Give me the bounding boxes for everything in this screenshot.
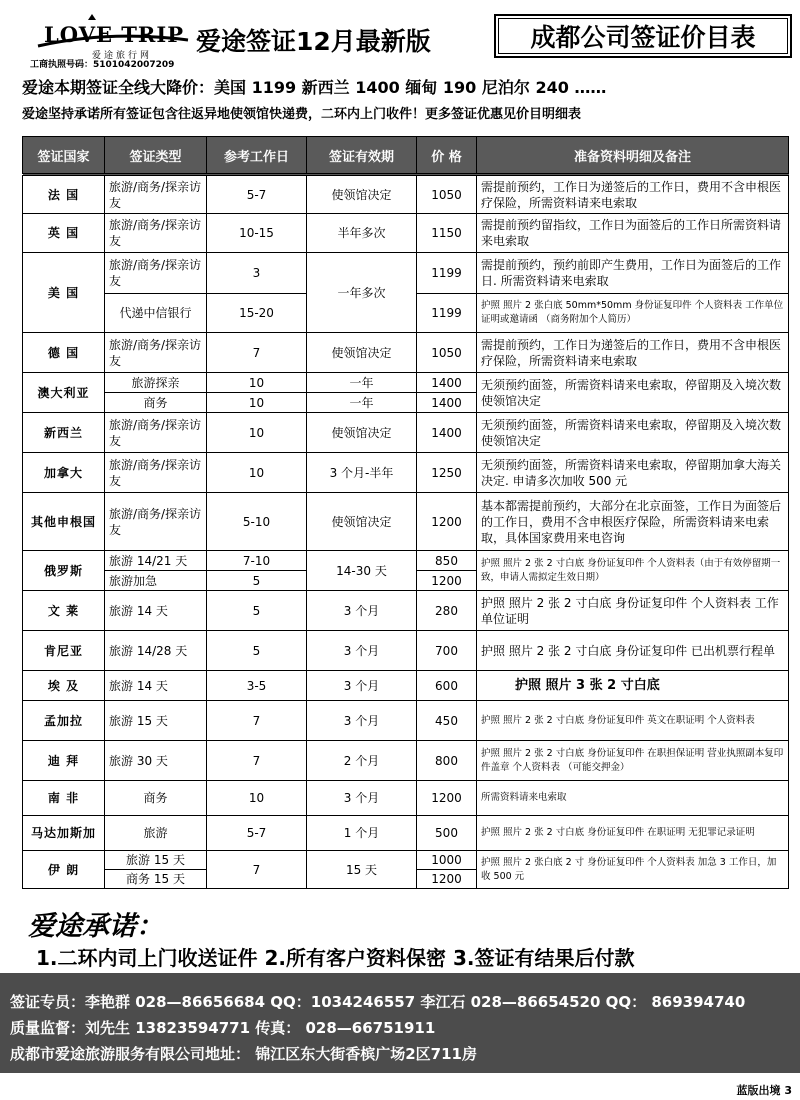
price-cell: 1200 xyxy=(417,571,477,591)
days-cell: 7 xyxy=(207,851,307,889)
price-cell: 1199 xyxy=(417,294,477,333)
table-row xyxy=(23,741,789,781)
type-cell: 旅游 15 天 xyxy=(105,851,207,870)
promise-title: 爱途承诺： xyxy=(28,911,163,942)
days-cell: 10 xyxy=(207,373,307,393)
type-cell: 旅游 14 天 xyxy=(105,671,207,701)
validity-cell: 使领馆决定 xyxy=(307,175,417,214)
country-cell: 德 国 xyxy=(23,333,105,373)
days-cell: 10 xyxy=(207,453,307,493)
logo-subtitle: 爱途旅行网 xyxy=(92,51,153,61)
table-row xyxy=(23,214,789,253)
country-cell: 新西兰 xyxy=(23,413,105,453)
table-row xyxy=(23,781,789,816)
notes-cell: 护照 照片 2 张 2 寸白底 身份证复印件 个人资料表 工作单位证明 xyxy=(477,591,789,631)
page-title: 爱途签证12月最新版 xyxy=(196,27,431,56)
promise-items: 1.二环内司上门收送证件 2.所有客户资料保密 3.签证有结果后付款 xyxy=(36,946,635,970)
price-cell: 450 xyxy=(417,701,477,741)
days-cell: 10 xyxy=(207,781,307,816)
validity-cell: 使领馆决定 xyxy=(307,493,417,551)
notes-cell: 护照 照片 2 张白底 2 寸 身份证复印件 个人资料表 加急 3 工作日，加收 500 元 xyxy=(477,851,789,889)
header-price: 价 格 xyxy=(417,137,477,175)
days-cell: 5 xyxy=(207,591,307,631)
country-cell: 美 国 xyxy=(23,253,105,333)
validity-cell: 3 个月 xyxy=(307,701,417,741)
validity-cell: 3 个月 xyxy=(307,671,417,701)
notes-cell: 所需资料请来电索取 xyxy=(477,781,789,816)
price-cell: 800 xyxy=(417,741,477,781)
days-cell: 5 xyxy=(207,571,307,591)
days-cell: 10 xyxy=(207,413,307,453)
type-cell: 旅游/商务/探亲访友 xyxy=(105,413,207,453)
validity-cell: 一年 xyxy=(307,393,417,413)
type-cell: 旅游 xyxy=(105,816,207,851)
price-cell: 1200 xyxy=(417,870,477,889)
header-work-days: 参考工作日 xyxy=(207,137,307,175)
country-cell: 南 非 xyxy=(23,781,105,816)
table-row xyxy=(23,373,789,393)
table-row xyxy=(23,551,789,571)
price-cell: 600 xyxy=(417,671,477,701)
days-cell: 15-20 xyxy=(207,294,307,333)
days-cell: 5-7 xyxy=(207,816,307,851)
price-cell: 1400 xyxy=(417,413,477,453)
table-row xyxy=(23,671,789,701)
price-cell: 1200 xyxy=(417,493,477,551)
validity-cell: 一年 xyxy=(307,373,417,393)
country-cell: 文 莱 xyxy=(23,591,105,631)
country-cell: 迪 拜 xyxy=(23,741,105,781)
country-cell: 孟加拉 xyxy=(23,701,105,741)
type-cell: 商务 xyxy=(105,393,207,413)
notes-cell: 护照 照片 2 张白底 50mm*50mm 身份证复印件 个人资料表 工作单位证明或邀请函 （商务附加个人简历） xyxy=(477,294,789,333)
type-cell: 旅游/商务/探亲访友 xyxy=(105,493,207,551)
validity-cell: 3 个月-半年 xyxy=(307,453,417,493)
price-cell: 280 xyxy=(417,591,477,631)
country-cell: 法 国 xyxy=(23,175,105,214)
days-cell: 7 xyxy=(207,701,307,741)
days-cell: 7-10 xyxy=(207,551,307,571)
notes-cell: 无须预约面签，所需资料请来电索取，停留期加拿大海关决定. 申请多次加收 500 元 xyxy=(477,453,789,493)
notes-cell: 需提前预约留指纹，工作日为面签后的工作日所需资料请来电索取 xyxy=(477,214,789,253)
logo-brand: LOVE TRIP xyxy=(44,22,184,47)
notes-cell: 需提前预约，预约前即产生费用，工作日为面签后的工作日. 所需资料请来电索取 xyxy=(477,253,789,294)
license-number: 工商执照号码：5101042007209 xyxy=(30,60,175,70)
type-cell: 旅游 14/21 天 xyxy=(105,551,207,571)
days-cell: 7 xyxy=(207,741,307,781)
country-cell: 肯尼亚 xyxy=(23,631,105,671)
notes-cell: 护照 照片 2 张 2 寸白底 身份证复印件 在职证明 无犯罪记录证明 xyxy=(477,816,789,851)
days-cell: 5-10 xyxy=(207,493,307,551)
notes-cell: 护照 照片 2 张 2 寸白底 身份证复印件 已出机票行程单 xyxy=(477,631,789,671)
type-cell: 旅游探亲 xyxy=(105,373,207,393)
table-row xyxy=(23,631,789,671)
table-row xyxy=(23,591,789,631)
validity-cell: 3 个月 xyxy=(307,631,417,671)
promo-line: 爱途本期签证全线大降价：美国 1199 新西兰 1400 缅甸 190 尼泊尔 240 …… xyxy=(22,78,607,97)
notes-cell: 基本都需提前预约，大部分在北京面签，工作日为面签后的工作日，费用不含申根医疗保险，所需资料请来电索取，具体国家费用来电咨询 xyxy=(477,493,789,551)
price-cell: 700 xyxy=(417,631,477,671)
notes-cell: 需提前预约，工作日为递签后的工作日，费用不含申根医疗保险，所需资料请来电索取 xyxy=(477,175,789,214)
header-country: 签证国家 xyxy=(23,137,105,175)
notes-cell: 护照 照片 3 张 2 寸白底 xyxy=(477,671,789,701)
type-cell: 旅游 15 天 xyxy=(105,701,207,741)
service-promise-line: 爱途坚持承诺所有签证包含往返异地使领馆快递费，二环内上门收件！更多签证优惠见价目明细表 xyxy=(22,107,582,122)
validity-cell: 15 天 xyxy=(307,851,417,889)
type-cell: 代递中信银行 xyxy=(105,294,207,333)
days-cell: 3-5 xyxy=(207,671,307,701)
validity-cell: 使领馆决定 xyxy=(307,413,417,453)
country-cell: 俄罗斯 xyxy=(23,551,105,591)
price-cell: 1050 xyxy=(417,333,477,373)
days-cell: 5 xyxy=(207,631,307,671)
country-cell: 英 国 xyxy=(23,214,105,253)
price-cell: 1250 xyxy=(417,453,477,493)
validity-cell: 一年多次 xyxy=(307,253,417,333)
table-row xyxy=(23,816,789,851)
notes-cell: 无须预约面签，所需资料请来电索取，停留期及入境次数使领馆决定 xyxy=(477,413,789,453)
notes-cell: 无须预约面签，所需资料请来电索取，停留期及入境次数使领馆决定 xyxy=(477,373,789,413)
visa-price-table xyxy=(22,136,789,889)
type-cell: 旅游/商务/探亲访友 xyxy=(105,333,207,373)
header-visa-type: 签证类型 xyxy=(105,137,207,175)
notes-cell: 需提前预约，工作日为递签后的工作日，费用不含申根医疗保险，所需资料请来电索取 xyxy=(477,333,789,373)
table-row xyxy=(23,493,789,551)
validity-cell: 使领馆决定 xyxy=(307,333,417,373)
price-cell: 1050 xyxy=(417,175,477,214)
header-validity: 签证有效期 xyxy=(307,137,417,175)
notes-cell: 护照 照片 2 张 2 寸白底 身份证复印件 在职担保证明 营业执照副本复印件盖章 个人资料表 （可能交押金） xyxy=(477,741,789,781)
header-notes: 准备资料明细及备注 xyxy=(477,137,789,175)
type-cell: 旅游 30 天 xyxy=(105,741,207,781)
type-cell: 旅游/商务/探亲访友 xyxy=(105,214,207,253)
price-cell: 500 xyxy=(417,816,477,851)
type-cell: 旅游/商务/探亲访友 xyxy=(105,175,207,214)
validity-cell: 2 个月 xyxy=(307,741,417,781)
days-cell: 7 xyxy=(207,333,307,373)
price-cell: 850 xyxy=(417,551,477,571)
table-row xyxy=(23,453,789,493)
type-cell: 商务 15 天 xyxy=(105,870,207,889)
country-cell: 马达加斯加 xyxy=(23,816,105,851)
type-cell: 旅游加急 xyxy=(105,571,207,591)
country-cell: 加拿大 xyxy=(23,453,105,493)
validity-cell: 3 个月 xyxy=(307,781,417,816)
days-cell: 3 xyxy=(207,253,307,294)
price-cell: 1199 xyxy=(417,253,477,294)
country-cell: 其他申根国 xyxy=(23,493,105,551)
page-label: 蓝版出境 3 xyxy=(736,1084,792,1097)
country-cell: 伊 朗 xyxy=(23,851,105,889)
validity-cell: 3 个月 xyxy=(307,591,417,631)
table-row xyxy=(23,701,789,741)
type-cell: 旅游/商务/探亲访友 xyxy=(105,453,207,493)
price-cell: 1200 xyxy=(417,781,477,816)
validity-cell: 1 个月 xyxy=(307,816,417,851)
country-cell: 埃 及 xyxy=(23,671,105,701)
type-cell: 旅游/商务/探亲访友 xyxy=(105,253,207,294)
table-row xyxy=(23,413,789,453)
table-row xyxy=(23,333,789,373)
days-cell: 10 xyxy=(207,393,307,413)
notes-cell: 护照 照片 2 张 2 寸白底 身份证复印件 个人资料表（由于有效停留期一致，申请人需拟定生效日期） xyxy=(477,551,789,591)
days-cell: 10-15 xyxy=(207,214,307,253)
price-list-title: 成都公司签证价目表 xyxy=(494,14,792,58)
company-address: 成都市爱途旅游服务有限公司地址： 锦江区东大街香槟广场2区711房 xyxy=(10,1045,477,1063)
price-cell: 1000 xyxy=(417,851,477,870)
type-cell: 商务 xyxy=(105,781,207,816)
validity-cell: 14-30 天 xyxy=(307,551,417,591)
table-row xyxy=(23,851,789,870)
country-cell: 澳大利亚 xyxy=(23,373,105,413)
price-cell: 1400 xyxy=(417,373,477,393)
notes-cell: 护照 照片 2 张 2 寸白底 身份证复印件 英文在职证明 个人资料表 xyxy=(477,701,789,741)
contact-footer xyxy=(0,973,800,1073)
validity-cell: 半年多次 xyxy=(307,214,417,253)
contact-line-agents: 签证专员：李艳群 028—86656684 QQ：1034246557 李江石 028—86654520 QQ： 869394740 xyxy=(10,993,746,1011)
table-row xyxy=(23,253,789,294)
price-cell: 1150 xyxy=(417,214,477,253)
price-cell: 1400 xyxy=(417,393,477,413)
type-cell: 旅游 14 天 xyxy=(105,591,207,631)
table-row xyxy=(23,175,789,214)
days-cell: 5-7 xyxy=(207,175,307,214)
table-header-row xyxy=(23,137,789,175)
contact-line-supervisor: 质量监督：刘先生 13823594771 传真： 028—66751911 xyxy=(10,1019,436,1037)
type-cell: 旅游 14/28 天 xyxy=(105,631,207,671)
